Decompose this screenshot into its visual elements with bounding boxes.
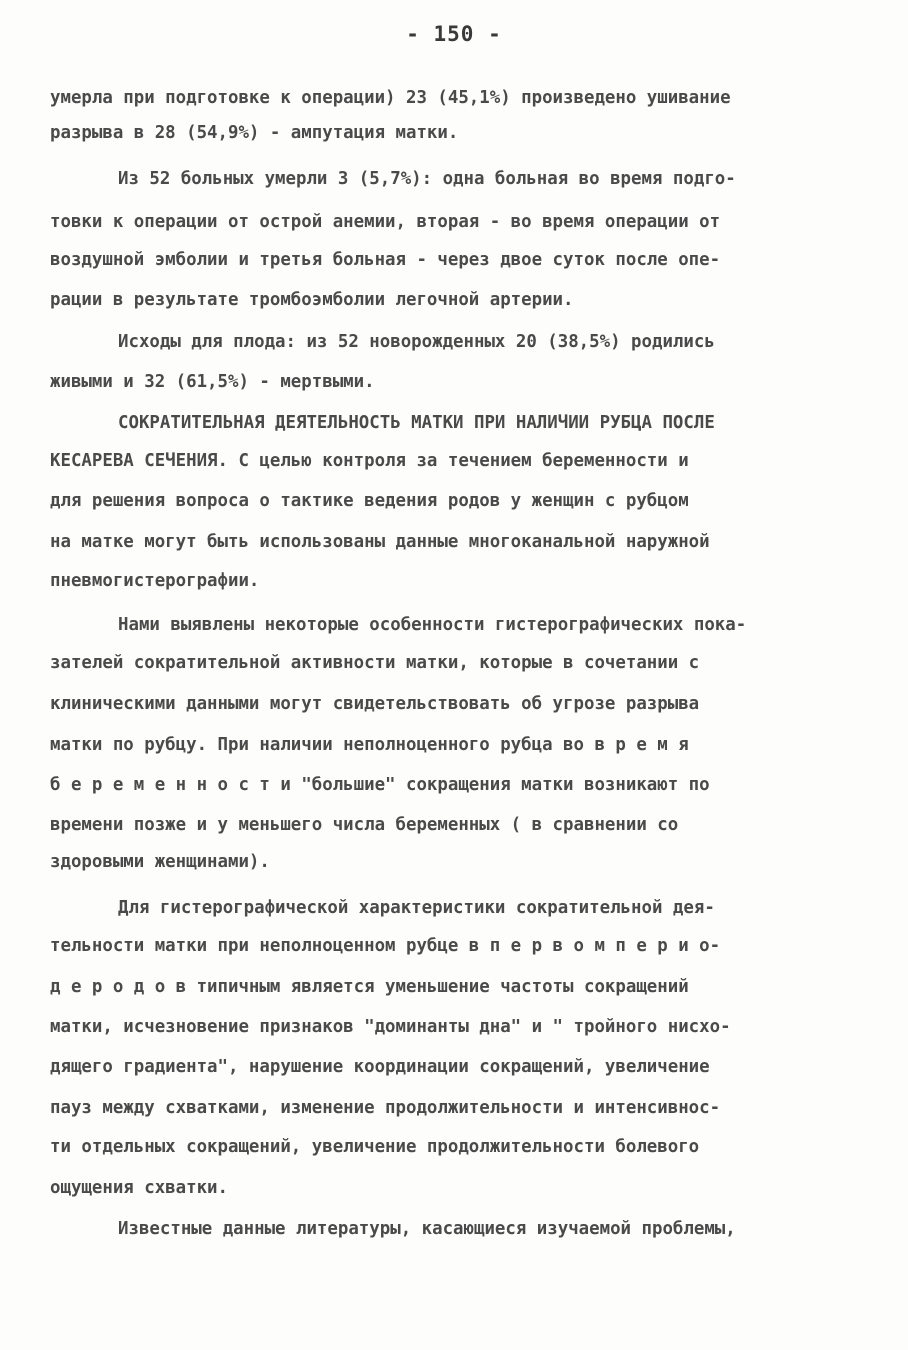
text-line-13: пневмогистерографии. <box>50 571 260 591</box>
text-line-23: д е р о д о в типичным является уменьшение частоты сокращений <box>50 977 689 997</box>
text-line-6: рации в результате тромбоэмболии легочной артерии. <box>50 290 574 310</box>
text-line-18: б е р е м е н н о с т и "большие" сокращения матки возникают по <box>50 775 710 795</box>
text-line-16: клиническими данными могут свидетельствовать об угрозе разрыва <box>50 694 700 714</box>
section-heading-line-1: СОКРАТИТЕЛЬНАЯ ДЕЯТЕЛЬНОСТЬ МАТКИ ПРИ НАЛИЧИИ РУБЦА ПОСЛЕ <box>118 413 715 433</box>
text-line-20: здоровыми женщинами). <box>50 852 270 872</box>
text-line-15: зателей сократительной активности матки, которые в сочетании с <box>50 653 700 673</box>
text-line-12: на матке могут быть использованы данные многоканальной наружной <box>50 532 710 552</box>
text-line-26: пауз между схватками, изменение продолжительности и интенсивнос- <box>50 1098 721 1118</box>
text-line-7: Исходы для плода: из 52 новорожденных 20 (38,5%) родились <box>118 332 715 352</box>
text-line-24: матки, исчезновение признаков "доминанты дна" и " тройного нисхо- <box>50 1017 731 1037</box>
section-heading-line-2: КЕСАРЕВА СЕЧЕНИЯ. С целью контроля за течением беременности и <box>50 451 689 471</box>
text-line-4: товки к операции от острой анемии, вторая - во время операции от <box>50 212 721 232</box>
text-line-14: Нами выявлены некоторые особенности гистерографических пока- <box>118 615 747 635</box>
text-line-3: Из 52 больных умерли 3 (5,7%): одна больная во время подго- <box>118 169 736 189</box>
text-line-8: живыми и 32 (61,5%) - мертвыми. <box>50 372 375 392</box>
text-line-17: матки по рубцу. При наличии неполноценного рубца во в р е м я <box>50 735 689 755</box>
text-line-25: дящего градиента", нарушение координации сокращений, увеличение <box>50 1057 710 1077</box>
text-line-22: тельности матки при неполноценном рубце в п е р в о м п е р и о- <box>50 936 721 956</box>
text-line-21: Для гистерографической характеристики сократительной дея- <box>118 898 715 918</box>
text-line-28: ощущения схватки. <box>50 1178 228 1198</box>
page-number: - 150 - <box>406 22 502 46</box>
text-line-27: ти отдельных сокращений, увеличение продолжительности болевого <box>50 1137 700 1157</box>
text-line-29: Известные данные литературы, касающиеся изучаемой проблемы, <box>118 1219 736 1239</box>
text-line-2: разрыва в 28 (54,9%) - ампутация матки. <box>50 123 459 143</box>
text-line-1: умерла при подготовке к операции) 23 (45,1%) произведено ушивание <box>50 88 731 108</box>
text-line-11: для решения вопроса о тактике ведения родов у женщин с рубцом <box>50 491 689 511</box>
text-line-19: времени позже и у меньшего числа беременных ( в сравнении со <box>50 815 679 835</box>
text-line-5: воздушной эмболии и третья больная - через двое суток после опе- <box>50 250 721 270</box>
